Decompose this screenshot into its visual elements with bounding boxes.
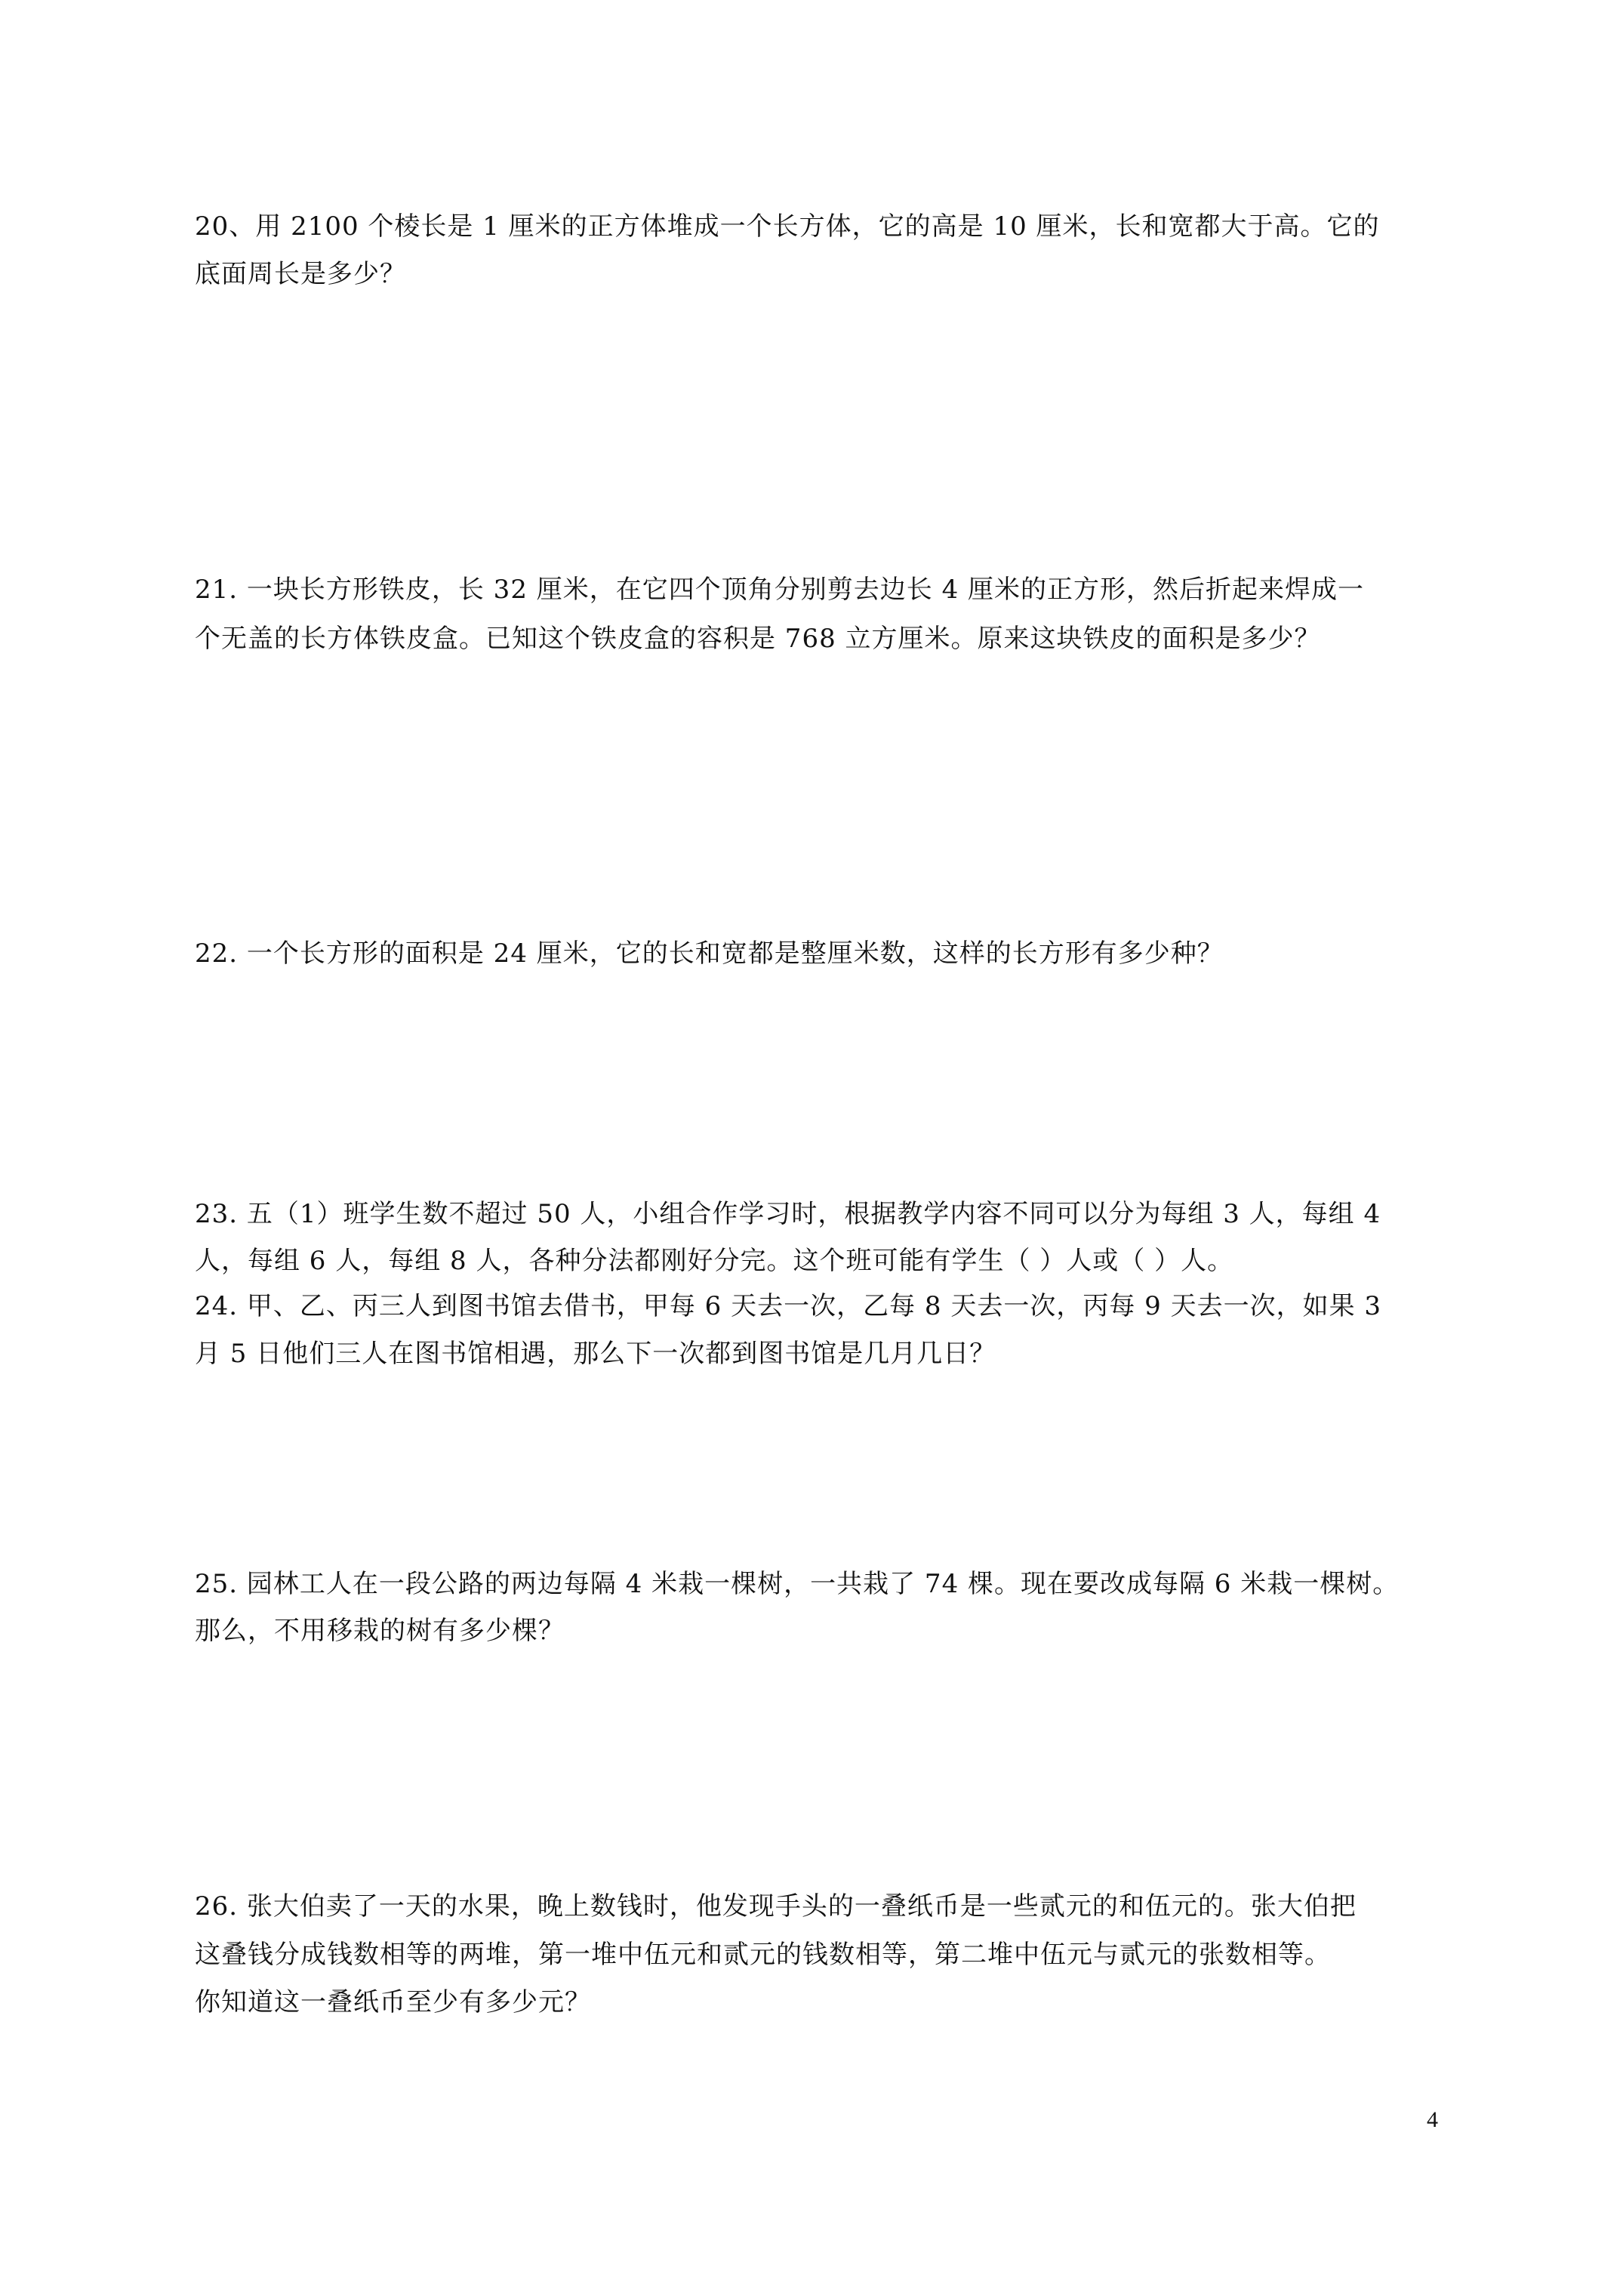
question-21-line-2: 个无盖的长方体铁皮盒。已知这个铁皮盒的容积是 768 立方厘米。原来这块铁皮的面积是多少？ xyxy=(195,624,1321,654)
question-24-line-1: 24. 甲、乙、丙三人到图书馆去借书，甲每 6 天去一次，乙每 8 天去一次，丙每 9 天去一次，如果 3 xyxy=(195,1291,1382,1321)
question-26-line-2: 这叠钱分成钱数相等的两堆，第一堆中伍元和贰元的钱数相等，第二堆中伍元与贰元的张数相等。 xyxy=(195,1940,1331,1970)
question-23-line-2: 人，每组 6 人，每组 8 人，各种分法都刚好分完。这个班可能有学生（ ）人或（ ）人。 xyxy=(195,1246,1234,1276)
question-24-line-2: 月 5 日他们三人在图书馆相遇，那么下一次都到图书馆是几月几日？ xyxy=(195,1339,996,1369)
question-20-line-2: 底面周长是多少？ xyxy=(195,259,406,289)
question-21-line-1: 21. 一块长方形铁皮，长 32 厘米，在它四个顶角分别剪去边长 4 厘米的正方形，然后折起来焊成一 xyxy=(195,575,1365,605)
question-23-line-1: 23. 五（1）班学生数不超过 50 人，小组合作学习时，根据教学内容不同可以分为每组 3 人，每组 4 xyxy=(195,1199,1381,1229)
question-22-line-1: 22. 一个长方形的面积是 24 厘米，它的长和宽都是整厘米数，这样的长方形有多少种？ xyxy=(195,938,1224,969)
question-20-line-1: 20、用 2100 个棱长是 1 厘米的正方体堆成一个长方体，它的高是 10 厘米，长和宽都大于高。它的 xyxy=(195,211,1380,242)
question-26-line-1: 26. 张大伯卖了一天的水果，晚上数钱时，他发现手头的一叠纸币是一些贰元的和伍元的。张大伯把 xyxy=(195,1891,1357,1922)
page-number: 4 xyxy=(1427,2107,1438,2132)
question-25-line-2: 那么，不用移栽的树有多少棵？ xyxy=(195,1616,565,1646)
question-26-line-3: 你知道这一叠纸币至少有多少元？ xyxy=(195,1987,591,2017)
question-25-line-1: 25. 园林工人在一段公路的两边每隔 4 米栽一棵树，一共栽了 74 棵。现在要改成每隔 6 米栽一棵树。 xyxy=(195,1569,1400,1599)
